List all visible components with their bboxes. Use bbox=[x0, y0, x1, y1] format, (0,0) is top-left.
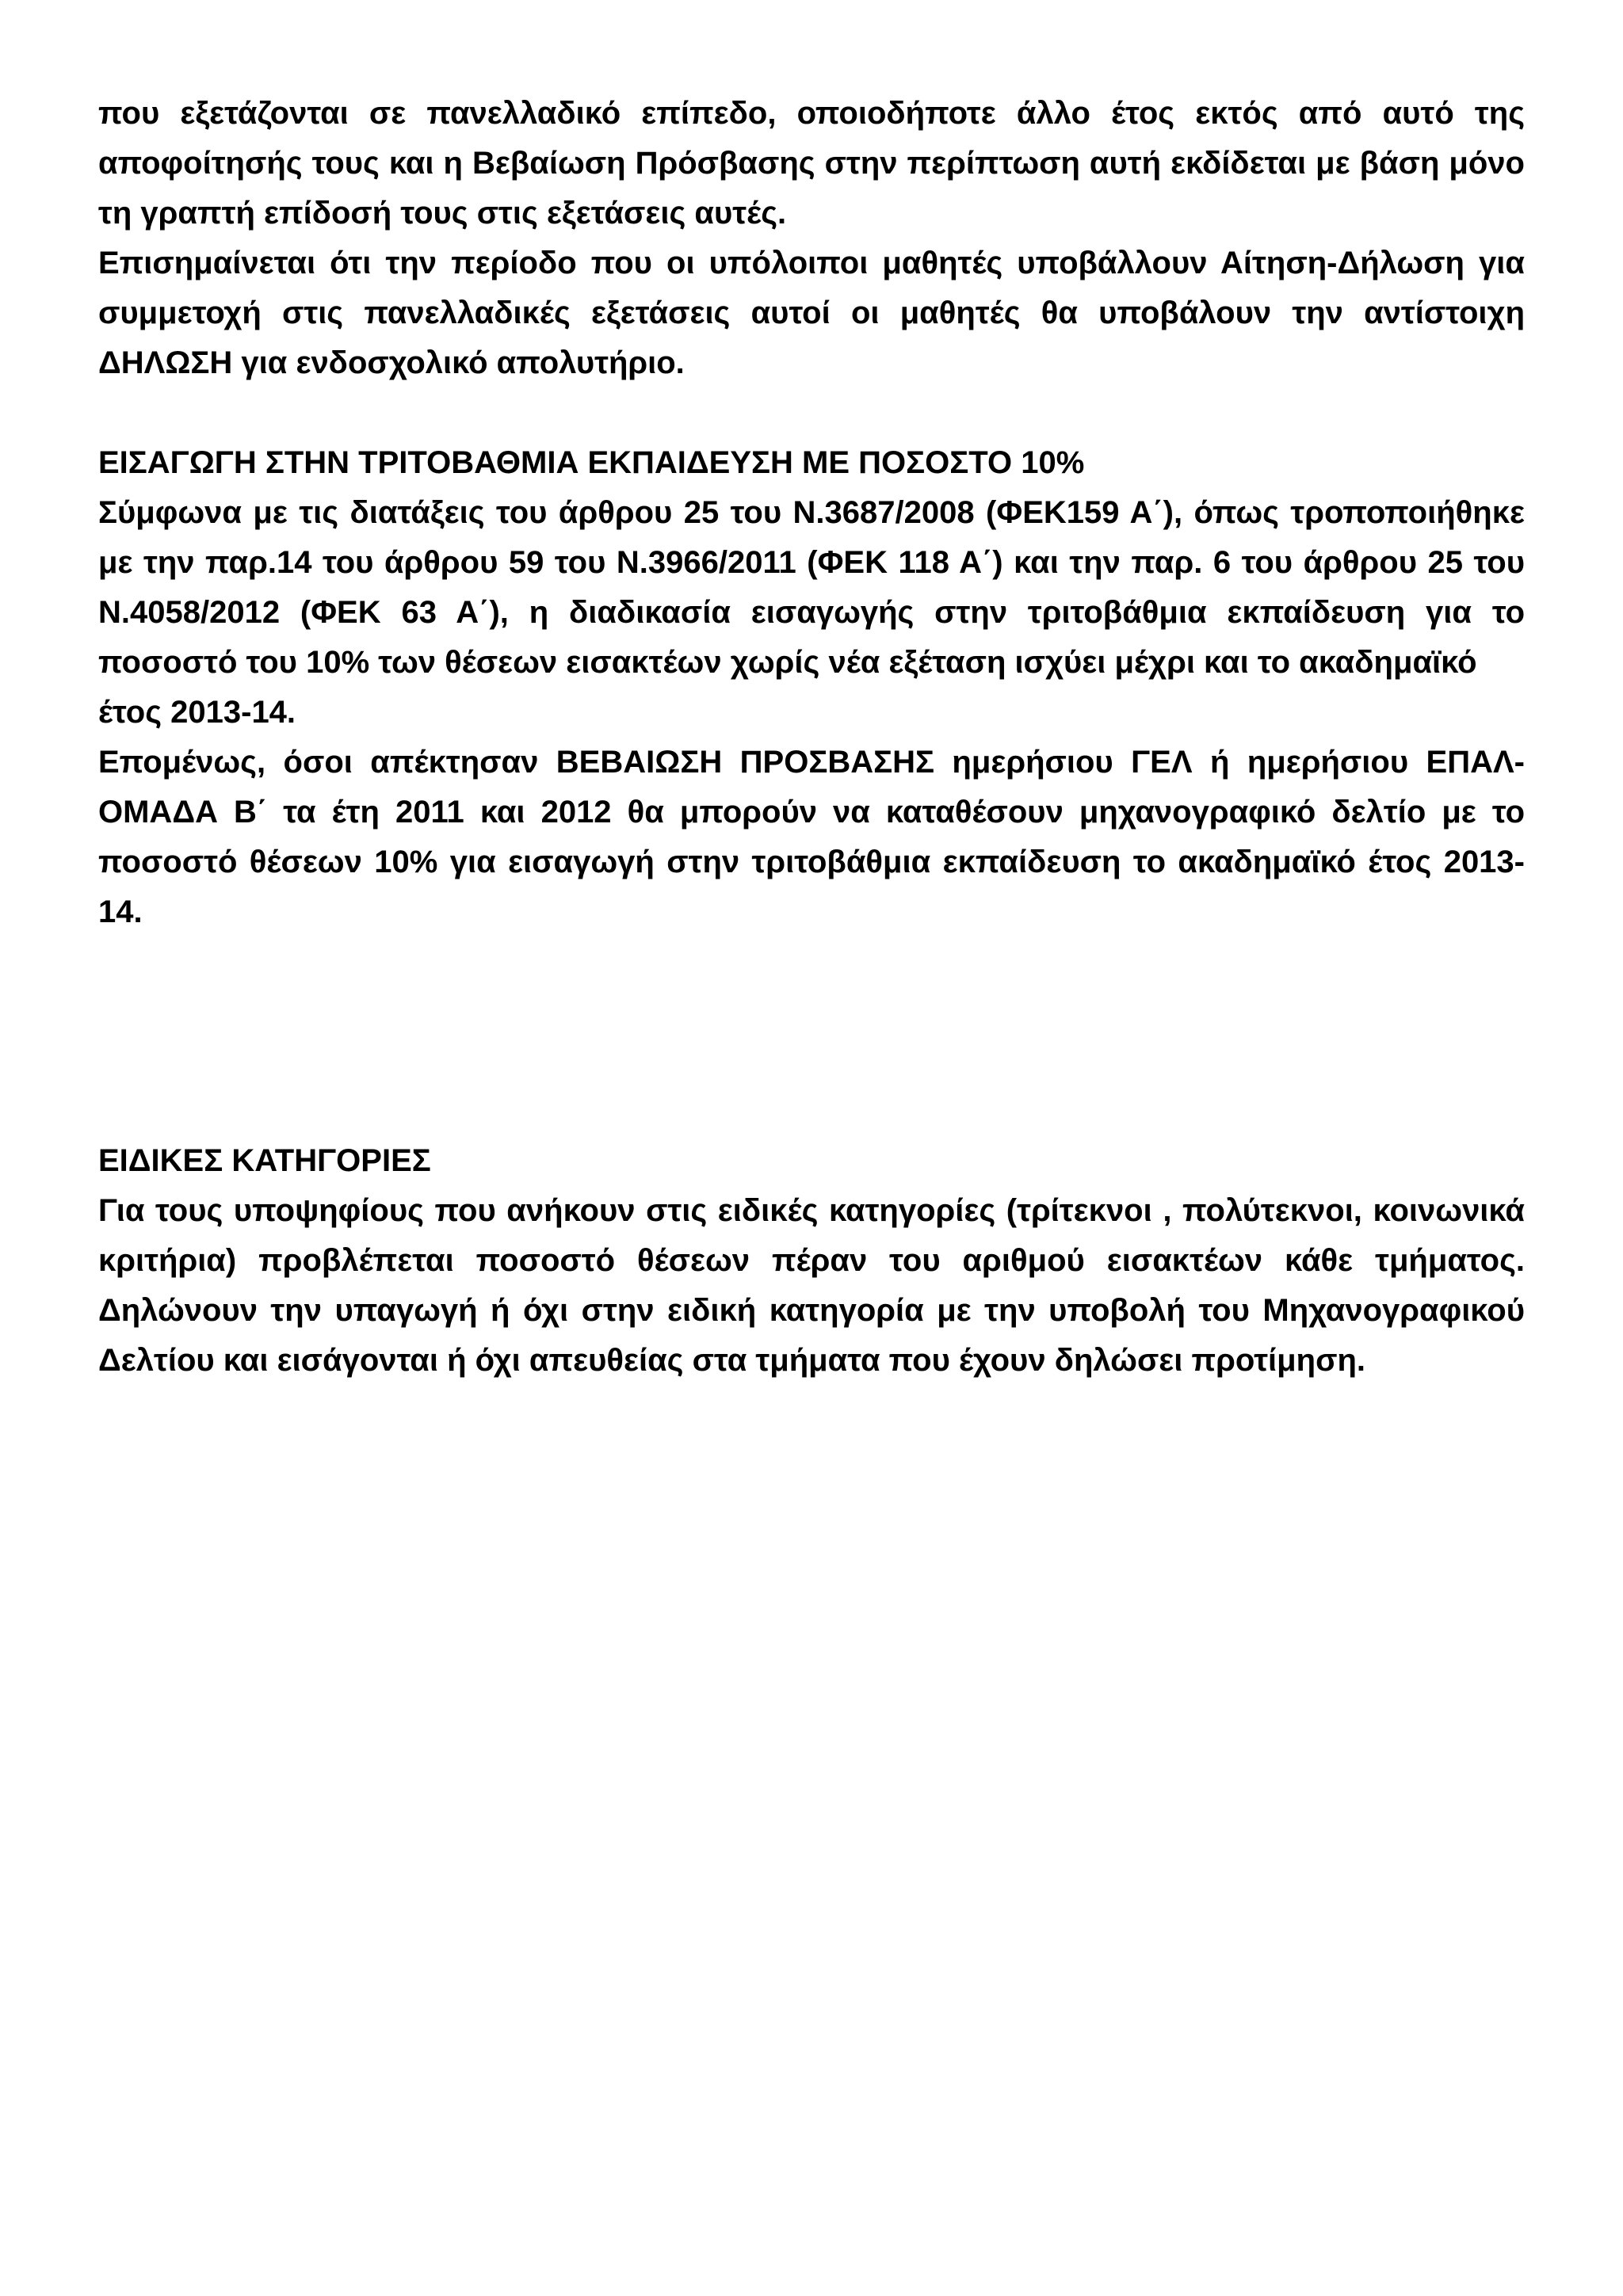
spacer bbox=[98, 388, 1525, 438]
special-categories-paragraph: Για τους υποψηφίους που ανήκουν στις ειδικές κατηγορίες (τρίτεκνοι , πολύτεκνοι, κοινωνικά κριτήρια) προβλέπεται ποσοστό θέσεων πέραν του αριθμού εισακτέων κάθε τμήματος. Δηλώνουν την υπαγωγή ή όχι στην ειδική κατηγορία με την υποβολή του Μηχανογραφικού Δελτίου και εισάγονται ή όχι απευθείας στα τμήματα που έχουν δηλώσει προτίμηση. bbox=[98, 1193, 1525, 1378]
ten-percent-paragraph-1-cont: έτος 2013-14. bbox=[98, 695, 296, 730]
document-page bbox=[98, 89, 1525, 1386]
ten-percent-paragraph-2: Επομένως, όσοι απέκτησαν ΒΕΒΑΙΩΣΗ ΠΡΟΣΒΑΣΗΣ ημερήσιου ΓΕΛ ή ημερήσιου ΕΠΑΛ-ΟΜΑΔΑ Β΄ τα έτη 2011 και 2012 θα μπορούν να καταθέσουν μηχανογραφικό δελτίο με το ποσοστό θέσεων 10% για εισαγωγή στην τριτοβάθμια εκπαίδευση το ακαδημαϊκό έτος 2013-14. bbox=[98, 745, 1525, 929]
ten-percent-paragraph-1: Σύμφωνα με τις διατάξεις του άρθρου 25 του Ν.3687/2008 (ΦΕΚ159 Α΄), όπως τροποποιήθηκε με την παρ.14 του άρθρου 59 του Ν.3966/2011 (ΦΕΚ 118 Α΄) και την παρ. 6 του άρθρου 25 του Ν.4058/2012 (ΦΕΚ 63 Α΄), η διαδικασία εισαγωγής στην τριτοβάθμια εκπαίδευση για το ποσοστό του 10% των θέσεων εισακτέων χωρίς νέα εξέταση ισχύει μέχρι και το ακαδημαϊκό bbox=[98, 495, 1525, 680]
access-paragraph-1: που εξετάζονται σε πανελλαδικό επίπεδο, οποιοδήποτε άλλο έτος εκτός από αυτό της αποφοίτησής τους και η Βεβαίωση Πρόσβασης στην περίπτωση αυτή εκδίδεται με βάση μόνο τη γραπτή επίδοσή τους στις εξετάσεις αυτές. bbox=[98, 96, 1525, 231]
ten-percent-heading: ΕΙΣΑΓΩΓΗ ΣΤΗΝ ΤΡΙΤΟΒΑΘΜΙΑ ΕΚΠΑΙΔΕΥΣΗ ΜΕ ΠΟΣΟΣΤΟ 10% bbox=[98, 445, 1085, 480]
access-paragraph-2: Επισημαίνεται ότι την περίοδο που οι υπόλοιποι μαθητές υποβάλλουν Αίτηση-Δήλωση για συμμετοχή στις πανελλαδικές εξετάσεις αυτοί οι μαθητές θα υποβάλουν την αντίστοιχη ΔΗΛΩΣΗ για ενδοσχολικό απολυτήριο. bbox=[98, 246, 1525, 380]
spacer bbox=[98, 937, 1525, 1136]
special-categories-heading: ΕΙΔΙΚΕΣ ΚΑΤΗΓΟΡΙΕΣ bbox=[98, 1143, 431, 1178]
